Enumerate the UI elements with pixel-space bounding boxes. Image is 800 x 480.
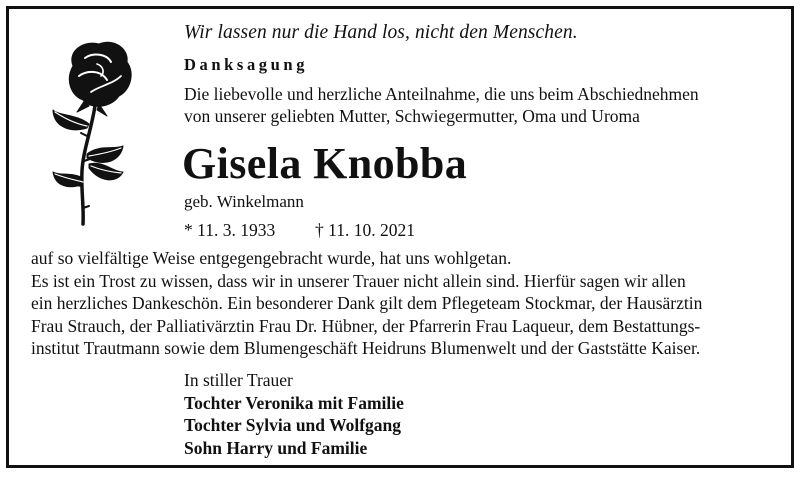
body-line: Frau Strauch, der Palliativärztin Frau Dr. Hübner, der Pfarrerin Frau Laqueur, dem Bestattungs- <box>31 315 701 336</box>
deceased-name: Gisela Knobba <box>182 139 468 188</box>
birth-name: geb. Winkelmann <box>184 192 304 211</box>
death-date: † 11. 10. 2021 <box>315 220 415 240</box>
body-line: ein herzliches Dankeschön. Ein besonderer Dank gilt dem Pflegeteam Stockmar, der Hausärztin <box>31 293 703 313</box>
closing-block <box>184 369 404 459</box>
motto-quote: Wir lassen nur die Hand los, nicht den Menschen. <box>184 22 578 43</box>
body-line: institut Trautmann sowie dem Blumengeschäft Heidruns Blumenwelt und der Gaststätte Kaiser. <box>31 338 701 358</box>
signer-name: Tochter Sylvia und Wolfgang <box>184 415 402 435</box>
intro-text <box>184 83 699 127</box>
signer-name: Tochter Veronika mit Familie <box>184 392 404 413</box>
rose-icon <box>37 36 147 236</box>
body-line: Es ist ein Trost zu wissen, dass wir in unserer Trauer nicht allein sind. Hierfür sagen wir allen <box>31 270 686 291</box>
mourning-phrase: In stiller Trauer <box>184 370 293 390</box>
signer-name: Sohn Harry und Familie <box>184 437 368 458</box>
intro-line: von unserer geliebten Mutter, Schwiegermutter, Oma und Uroma <box>184 106 640 126</box>
thanks-body <box>31 247 702 360</box>
body-line: auf so vielfältige Weise entgegengebracht wurde, hat uns wohlgetan. <box>31 248 512 268</box>
life-dates <box>184 220 415 241</box>
heading-danksagung: Danksagung <box>184 55 309 74</box>
obituary-notice <box>6 6 794 468</box>
birth-date: * 11. 3. 1933 <box>184 220 276 240</box>
intro-line: Die liebevolle und herzliche Anteilnahme, die uns beim Abschiednehmen <box>184 84 699 104</box>
